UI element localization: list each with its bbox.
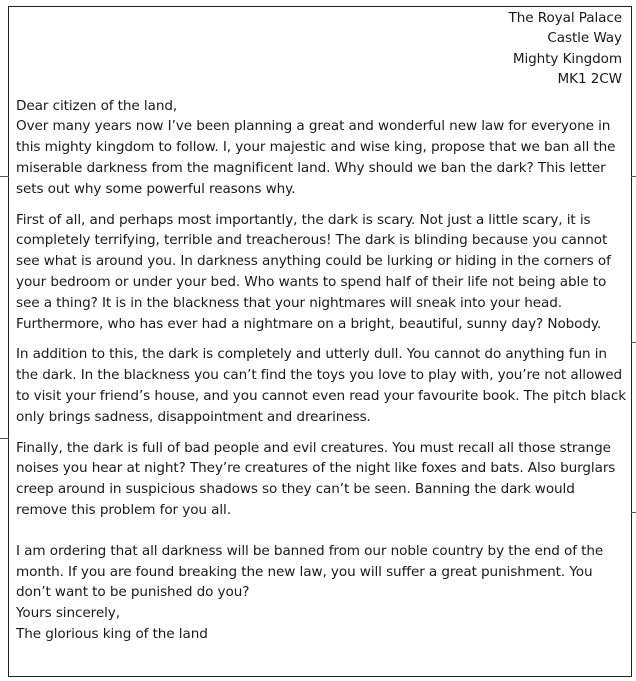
paragraph-scary: First of all, and perhaps most importantly, the dark is scary. Not just a little scary, it is completely terrifying, terrible and treacherous! The dark is blinding because you cannot see what is around you. In darkness anything could be lurking or hiding in the corners of your bedroom or under your bed. Who wants to spend half of their life not being able to see a thing? It is in the blackness that your nightmares will sneak into your head. Furthermore, who has ever had a nightmare on a bright, beautiful, sunny day? Nobody. — [16, 211, 611, 332]
letter-body — [16, 8, 628, 645]
sender-address — [16, 8, 628, 90]
closing: Yours sincerely, — [16, 605, 120, 622]
margin-tick — [0, 438, 9, 439]
address-line: Mighty Kingdom — [512, 50, 622, 67]
address-line: MK1 2CW — [557, 71, 622, 88]
paragraph-conclusion: I am ordering that all darkness will be banned from our noble country by the end of the month. If you are found breaking the new law, you will suffer a great punishment. You don’t want to be punished do you? — [16, 542, 604, 601]
greeting: Dear citizen of the land, — [16, 97, 178, 114]
margin-tick — [631, 176, 636, 177]
paragraph-dull: In addition to this, the dark is completely and utterly dull. You cannot do anything fun in the dark. In the blackness you can’t find the toys you love to play with, you’re not allowed to visit your friend’s house, and you cannot even read your favourite book. The pitch black only brings sadness, disappointment and dreariness. — [16, 346, 627, 425]
address-line: Castle Way — [547, 30, 622, 47]
paragraph-creatures: Finally, the dark is full of bad people and evil creatures. You must recall all those strange noises you hear at night? They’re creatures of the night like foxes and bats. Also burglars creep around in suspicious shadows so they can’t be seen. Banning the dark would remove this problem for you all. — [16, 439, 616, 518]
margin-tick — [0, 176, 9, 177]
paragraph-intro: Over many years now I’ve been planning a great and wonderful new law for everyone in this mighty kingdom to follow. I, your majestic and wise king, propose that we ban all the miserable darkness from the magnificent land. Why should we ban the dark? This letter sets out why some powerful reasons why. — [16, 118, 616, 197]
margin-tick — [631, 342, 636, 343]
signature: The glorious king of the land — [16, 625, 208, 642]
address-line: The Royal Palace — [508, 10, 622, 26]
margin-tick — [631, 512, 636, 513]
